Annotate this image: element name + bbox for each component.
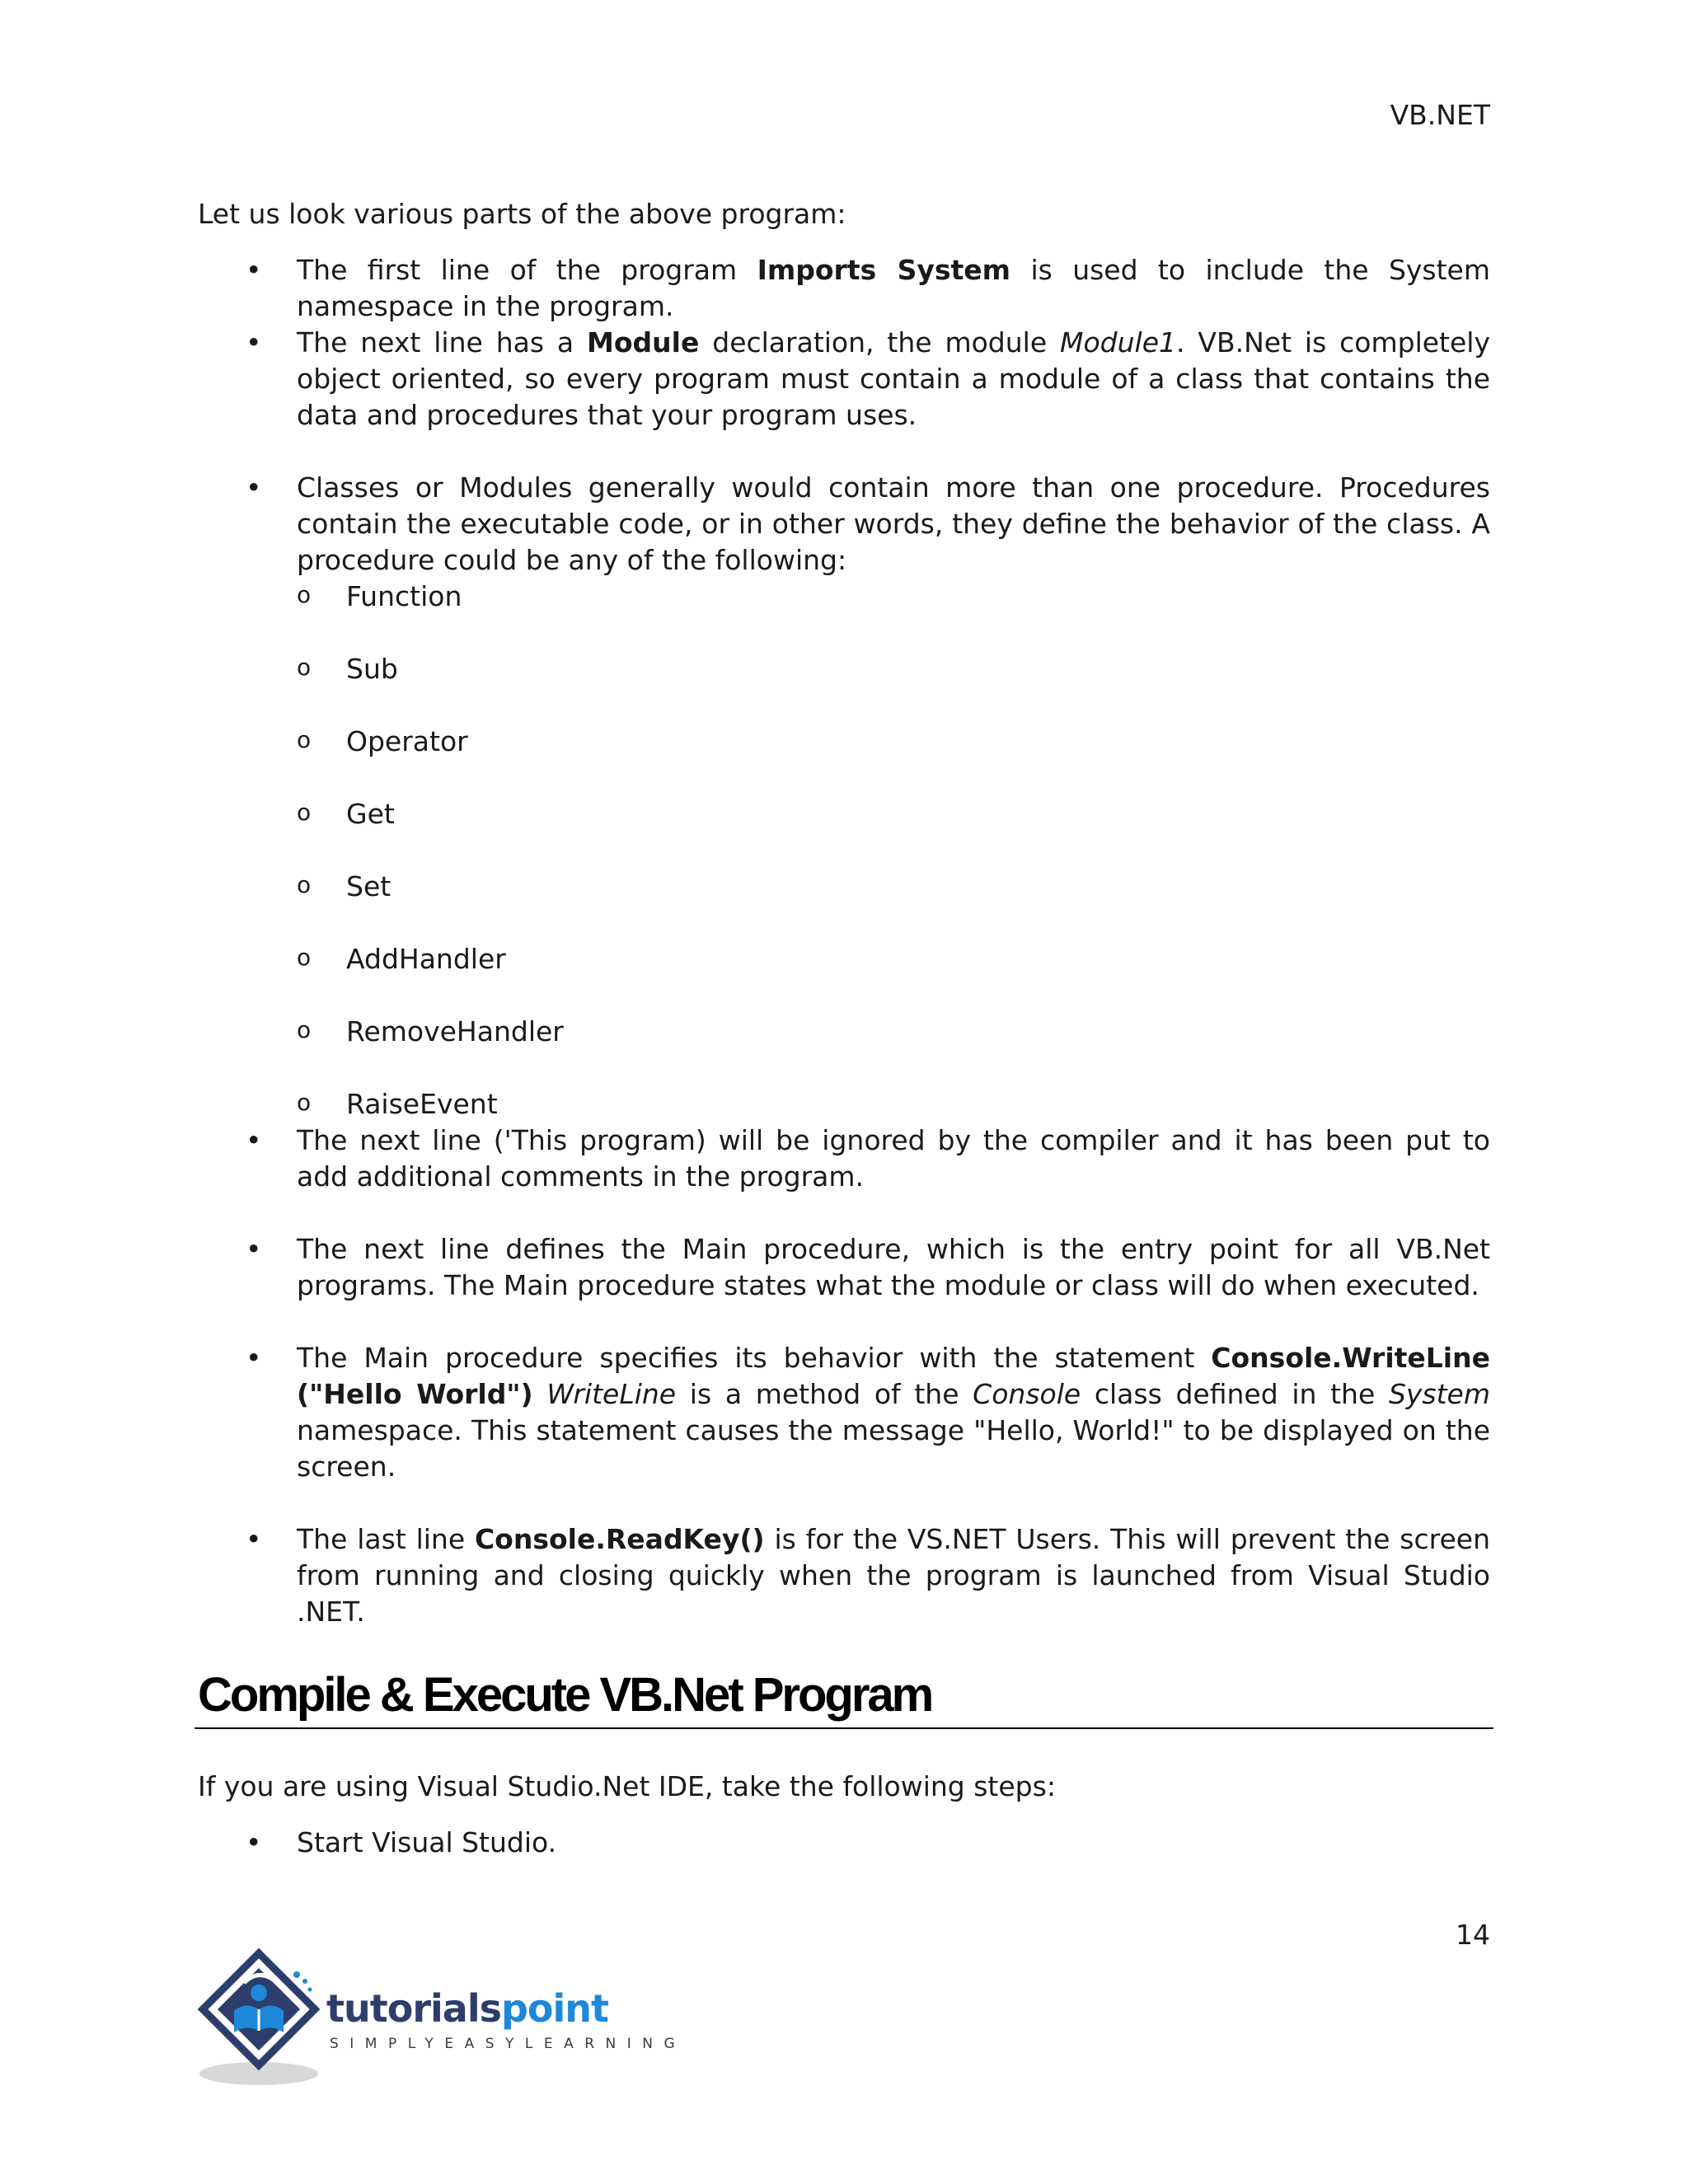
keyword-module: Module [587,326,700,359]
logo-tagline: SIMPLYEASYLEARNING [330,2036,687,2052]
running-header: VB.NET [1390,99,1490,131]
procedure-item: o Get [297,796,1490,832]
module-name: Module1 [1060,326,1177,359]
code-writeline: Console.WriteLine ("Hello World") [297,1342,1490,1410]
list-item-comment: • The next line ('This program) will be ignored by the compiler and it has been put to add additional comments in the program. [198,1122,1490,1195]
list-item-main-procedure: • The next line defines the Main procedure, which is the entry point for all VB.Net programs. The Main procedure states what the module or class will do when executed. [198,1231,1490,1304]
steps-list [198,1825,1490,1861]
procedure-item: o AddHandler [297,941,1490,977]
list-item-procedures: • Classes or Modules generally would contain more than one procedure. Procedures contain the executable code, or in other words, they define the behavior of the class. A procedure could be any of the following: o Function o Sub o Operator o Get o Set o AddHandler o RemoveHandler o RaiseEvent [198,470,1490,1122]
procedure-item: o Operator [297,724,1490,760]
section-intro: If you are using Visual Studio.Net IDE, take the following steps: [198,1770,1056,1803]
logo-wordmark: tutorialspoint [326,1986,609,2031]
list-item-module: • The next line has a Module declaration, the module Module1. VB.Net is completely object oriented, so every program must contain a module of a class that contains the data and procedures that your program uses. [198,325,1490,434]
page-number: 14 [1456,1919,1490,1951]
list-item-imports: • The first line of the program Imports System is used to include the System namespace in the program. [198,252,1490,325]
code-readkey: Console.ReadKey() [474,1523,765,1555]
procedure-item: o Set [297,869,1490,905]
procedure-item: o Function [297,579,1490,615]
tutorialspoint-logo [195,1943,687,2092]
step-item: • Start Visual Studio. [198,1825,1490,1861]
code-imports-system: Imports System [757,254,1011,286]
page-body [198,196,1490,1861]
list-item-readkey: • The last line Console.ReadKey() is for the VS.NET Users. This will prevent the screen from running and closing quickly when the program is launched from Visual Studio .NET. [198,1521,1490,1630]
procedure-item: o RemoveHandler [297,1014,1490,1050]
list-item-writeline: • The Main procedure specifies its behavior with the statement Console.WriteLine ("Hello World") WriteLine is a method of the Console class defined in the System namespace. This statement causes the message "Hello, World!" to be displayed on the screen. [198,1340,1490,1485]
explanation-list [198,252,1490,1630]
intro-paragraph: Let us look various parts of the above program: [198,198,846,230]
procedure-item: o Sub [297,651,1490,687]
procedure-item: o RaiseEvent [297,1086,1490,1122]
section-heading: Compile & Execute VB.Net Program [195,1666,1493,1729]
procedure-list [297,579,1490,1122]
logo-diamond-icon [195,1943,335,2092]
